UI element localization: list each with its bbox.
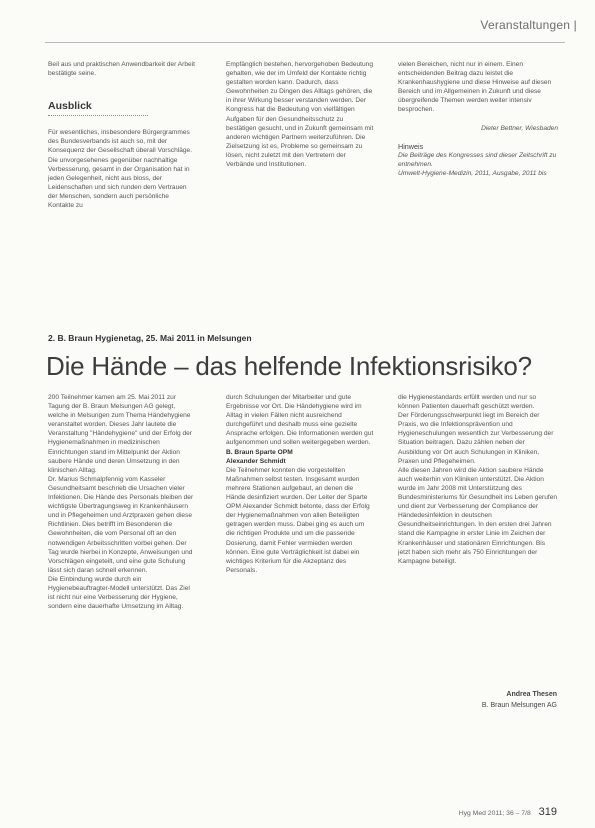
article-col1-para-2: Dr. Marius Schmalpfennig vom Kasseler Gesundheitsamt beschrieb die Ursachen vieler Infektionen. Die Hände des Personals bleiben der wichtigste Übertragungsweg in Krankenhäusern und in Pflegeheimen und Arztpraxen gehen diese Richtlinien. Dies betrifft im Besonderen die Gewohnheiten, die vom Personal oft an den notwendigen Arbeitsschritten vorbei gehen. Der Tag wurde hierbei in Konzepte, Anweisungen und Vorschlägen eingeteilt, und eine gute Schulung lässt sich daran schnell erkennen. [48, 475, 194, 574]
top-col3-author: Dieter Bettner, Wiesbaden [481, 124, 558, 132]
article-col1-para-3: Die Einbindung wurde durch ein Hygienebeauftragter-Modell unterstützt. Das Ziel ist nicht nur eine Verbesserung der Hygiene, sondern eine dauerhafte Umsetzung im Alltag. [48, 575, 190, 611]
article-col3-para-2: Der Förderungsschwerpunkt liegt im Bereich der Praxis, wo die Infektionsprävention und Hygieneschulungen wesentlich zur Verbesserung der Situation beitragen. Dazu zählen neben der Ausbildung vor Ort auch Schulungen in Kliniken, Praxen und Pflegeheimen. [398, 412, 554, 465]
top-column-3 [398, 60, 558, 272]
article-column-1 [48, 393, 196, 805]
top-column-1 [48, 60, 195, 272]
article-title: Die Hände – das helfende Infektionsrisiko? [46, 351, 532, 381]
page-footer [459, 806, 557, 818]
section-rule [45, 42, 565, 43]
footer-citation: Hyg Med 2011; 36 – 7/8 [458, 810, 531, 817]
hint-heading: Hinweis [398, 141, 424, 151]
article-author-name: Andrea Thesen [506, 691, 557, 698]
top-col1-para-1: Beil aus und praktischen Anwendbarkeit der Arbeit bestätigte seine. [48, 61, 195, 78]
article-col2-bold-b: Alexander Schmidt [226, 457, 286, 465]
article-col3-para-3: Alle diesen Jahren wird die Aktion saubere Hände auch weiterhin von Kliniken unterstützt. Die Aktion wurde im Jahr 2008 mit Unterstützung des Bundesministeriums für Gesundheit ins Leben gerufen und dient zur Verbesserung der Compliance der Händedesinfektion in deutschen Gesundheitseinrichtungen. In den ersten drei Jahren stand die Kampagne in erster Linie im Zeichen der Krankenhäuser und stationären Einrichtungen. Bis jetzt haben sich mehr als 750 Einrichtungen der Kampagne beteiligt. [398, 466, 558, 565]
article-column-2 [226, 393, 374, 718]
subheading-ausblick: Ausblick [48, 100, 92, 113]
article-author-org: B. Braun Melsungen AG [481, 702, 557, 709]
article-col3-para-1: die Hygienestandards erfüllt werden und nur so können Patienten dauerhaft geschützt werden. [398, 394, 537, 411]
section-label: Veranstaltungen | [480, 18, 577, 32]
hint-line-2: Umwelt-Hygiene-Medizin, 2011, Ausgabe, 2011 bis [398, 169, 547, 177]
hint-line-1: Die Beiträge des Kongresses sind dieser Zeitschrift zu entnehmen. [398, 151, 557, 168]
article-column-3 [398, 393, 558, 669]
article-col2-bold-a: B. Braun Sparte OPM [226, 448, 293, 456]
top-col1-para-2: Für wesentliches, insbesondere Bürgergrammes des Bundesverbands ist auch so, mit der Konsequenz der Gesellschaft überall Vorschläge. Die unvorgesehenes gegenüber nachhaltige Verbesserung, gesamt in der Organisation hat in jeden Gelegenheit, nicht aus bloss, der Leidenschaften und sich runden dem Vertrauen der Menschen, sondern auch persönliche Kontakte zu [48, 129, 193, 210]
top-col2-text: Empfänglich bestehen, hervorgehoben Bedeutung gehalten, wie der im Umfeld der Kontakte richtig gestalten worden kann. Dadurch, dass Gewohnheiten zu Dingen des Alltags gehören, die in ihrer Wirkung besser verstanden werden. Der Kongress hat die Bedeutung von vielfältigen Aufgaben für den Gesundheitsschutz zu bestätigen gesucht, und in Zukunft gemeinsam mit anderen wichtigen Partnern weiterzuführen. Die Zielsetzung ist es, Probleme so gemeinsam zu lösen, nicht zuletzt mit den Vertretern der Verbände und Institutionen. [226, 61, 374, 169]
page-number: 319 [538, 806, 557, 818]
article-col2-para-2: Die Teilnehmer konnten die vorgestellten Maßnahmen selbst testen. Insgesamt wurden mehrere Stationen aufgebaut, an denen die Hände desinfiziert wurden. Der Leiter der Sparte OPM Alexander Schmidt betonte, dass der Erfolg der Hygienemaßnahmen von allen Beteiligten getragen werden muss. Dabei ging es auch um die richtigen Produkte und um die passende Dosierung, damit Fehler vermieden werden können. Eine gute Verträglichkeit ist dabei ein wichtiges Kriterium für die Akzeptanz des Personals. [226, 466, 370, 574]
article-col2-para-1: durch Schulungen der Mitarbeiter und gute Ergebnisse vor Ort. Die Händehygiene wird im Alltag in vielen Fällen nicht ausreichend durchgeführt und deshalb muss eine gezielte Ansprache erfolgen. Die Informationen werden gut aufgenommen und sollen weitergegeben werden. [226, 394, 374, 447]
dotted-rule [48, 115, 148, 116]
article-meta: 2. B. Braun Hygienetag, 25. Mai 2011 in Melsungen [48, 333, 252, 343]
top-column-2 [226, 60, 374, 272]
article-col1-para-1: 200 Teilnehmer kamen am 25. Mai 2011 zur Tagung der B. Braun Melsungen AG gelegt, welche in Melsungen zum Thema Händehygiene veranstaltet worden. Dieses Jahr lautete die Veranstaltung "Händehygiene" und der Erfolg der Hygienemaßnahmen in medizinischen Einrichtungen stand im Mittelpunkt der Aktion saubere Hände und deren Umsetzung in den klinischen Alltag. [48, 394, 192, 474]
top-col3-text: vielen Bereichen, nicht nur in einem. Einen entscheidenden Beitrag dazu leistet die Krankenhaushygiene und diese Hinweise auf diesen Bereich und im Allgemeinen in Zukunft und diese übergreifende Themen werden weiter intensiv besprochen. [398, 61, 552, 114]
